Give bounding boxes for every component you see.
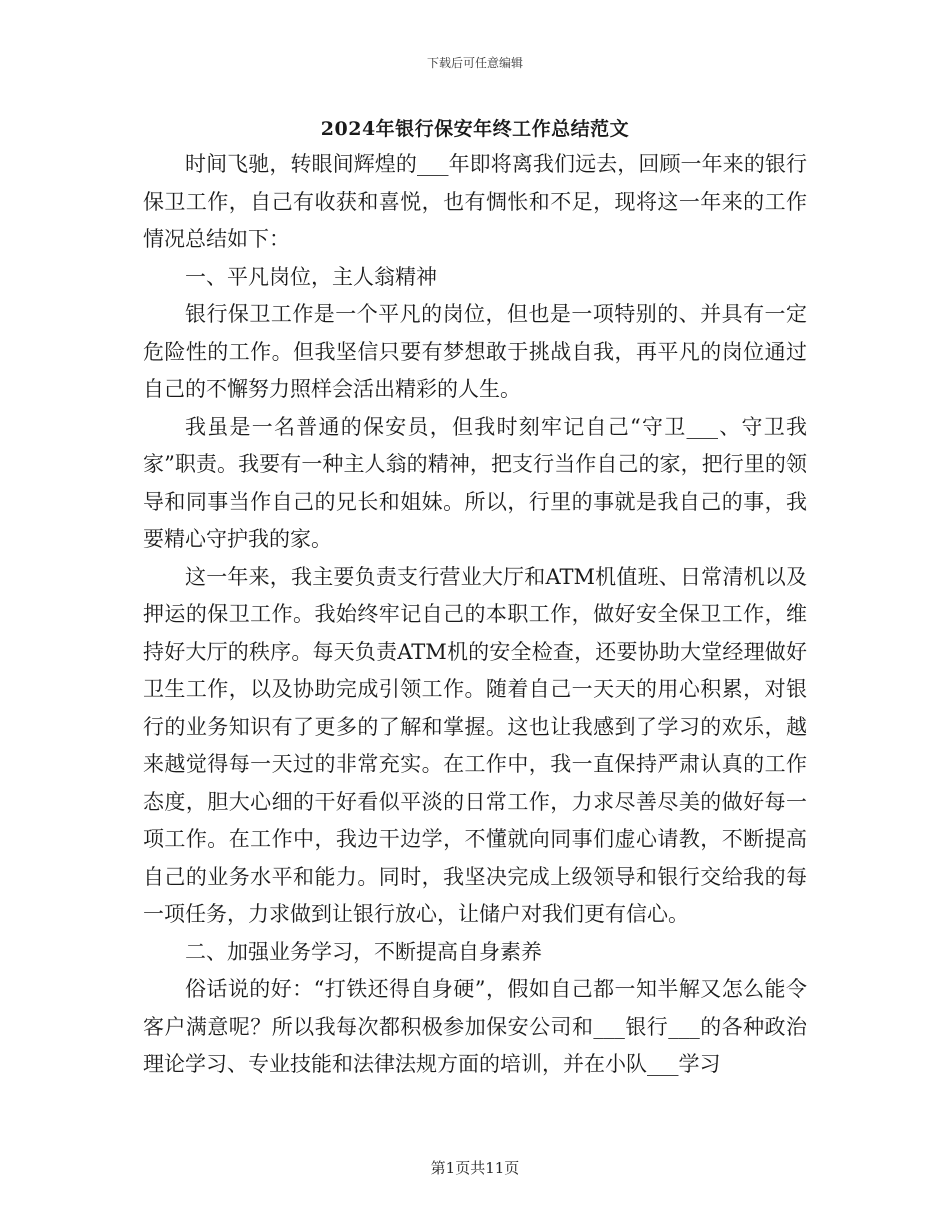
paragraph-intro: 时间飞驰，转眼间辉煌的___年即将离我们远去，回顾一年来的银行保卫工作，自己有收获和喜悦，也有惆怅和不足，现将这一年来的工作情况总结如下： bbox=[143, 152, 807, 251]
page-number: 第1页共11页 bbox=[430, 1159, 520, 1177]
section-heading-1: 一、平凡岗位，主人翁精神 bbox=[185, 264, 437, 289]
paragraph: 俗话说的好：“打铁还得自身硬”，假如自己都一知半解又怎么能令客户满意呢？所以我每次都积极参加保安公司和___银行___的各种政治理论学习、专业技能和法律法规方面的培训，并在小队___学习 bbox=[143, 977, 807, 1076]
paragraph: 我虽是一名普通的保安员，但我时刻牢记自己“守卫___、守卫我家”职责。我要有一种主人翁的精神，把支行当作自己的家，把行里的领导和同事当作自己的兄长和姐妹。所以，行里的事就是我自己的事，我要精心守护我的家。 bbox=[143, 414, 807, 551]
header-note: 下载后可任意编辑 bbox=[426, 56, 523, 70]
document-title: 2024年银行保安年终工作总结范文 bbox=[320, 118, 630, 140]
paragraph: 这一年来，我主要负责支行营业大厅和ATM机值班、日常清机以及押运的保卫工作。我始终牢记自己的本职工作，做好安全保卫工作，维持好大厅的秩序。每天负责ATM机的安全检查，还要协助大堂经理做好卫生工作，以及协助完成引领工作。随着自己一天天的用心积累，对银行的业务知识有了更多的了解和掌握。这也让我感到了学习的欢乐，越来越觉得每一天过的非常充实。在工作中，我一直保持严肃认真的工作态度，胆大心细的干好看似平淡的日常工作，力求尽善尽美的做好每一项工作。在工作中，我边干边学，不懂就向同事们虚心请教，不断提高自己的业务水平和能力。同时，我坚决完成上级领导和银行交给我的每一项任务，力求做到让银行放心，让储户对我们更有信心。 bbox=[143, 564, 807, 926]
document-body bbox=[143, 146, 807, 1084]
section-heading-2: 二、加强业务学习，不断提高自身素养 bbox=[185, 939, 542, 964]
paragraph: 银行保卫工作是一个平凡的岗位，但也是一项特别的、并具有一定危险性的工作。但我坚信只要有梦想敢于挑战自我，再平凡的岗位通过自己的不懈努力照样会活出精彩的人生。 bbox=[143, 302, 807, 401]
